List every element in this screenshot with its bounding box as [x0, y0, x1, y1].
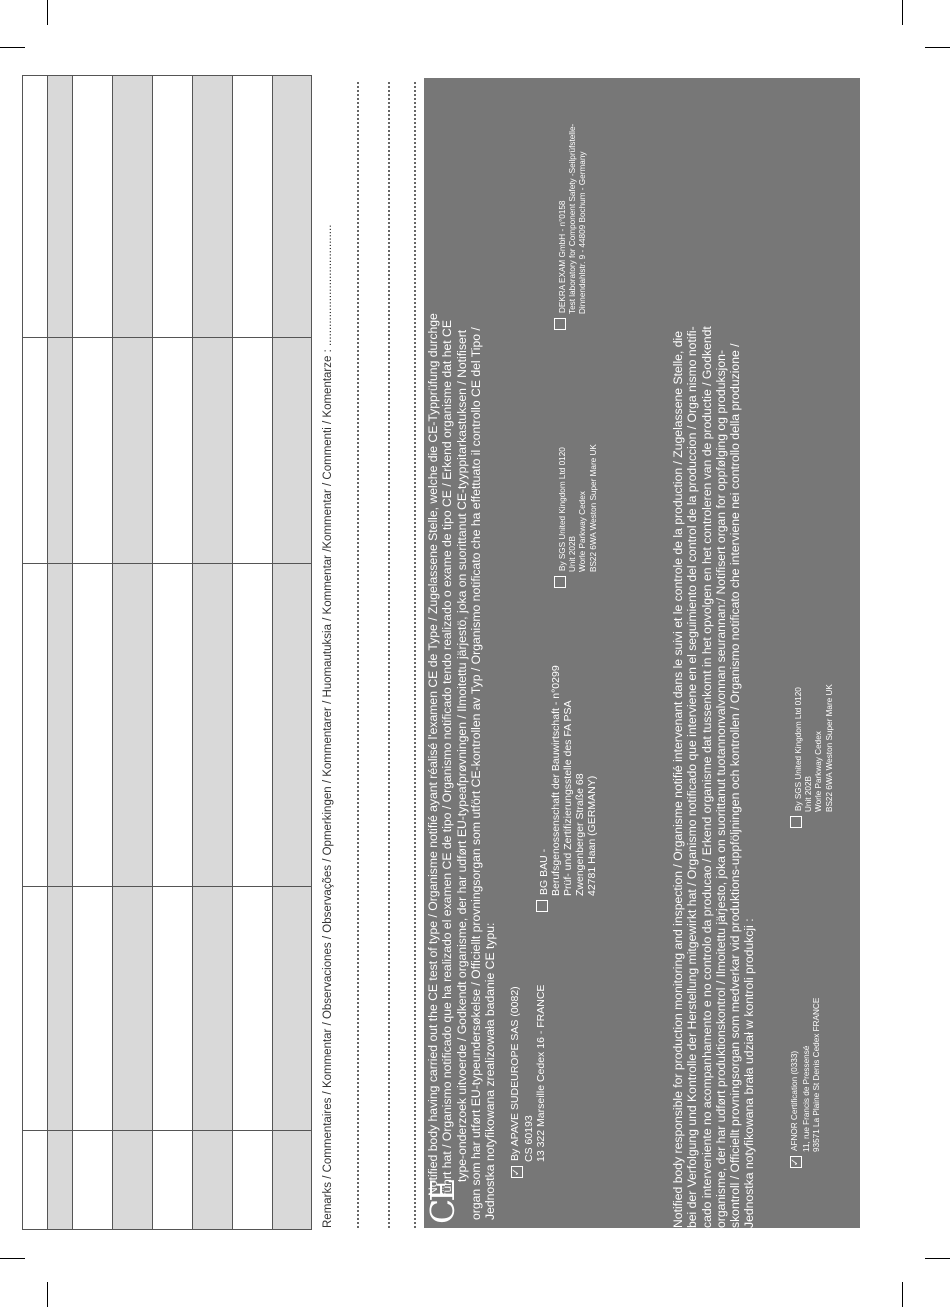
remarks-label: Remarks / Commentaires / Kommentar / Observaciones / Observações / Opmerkingen / Kommentarer / Huomautuksia / Kommentar /Kommentar / Commenti / Komentarze : ...................................... [322, 224, 334, 1228]
section2-line: organisme, der har udført produktionskontrol / Ilmoitettu järjesto, joka on suorittanut tuotannonvalvonnan seurannan:/ Notifisert organ for oppfølging og produksjon- [713, 350, 728, 1228]
notified-body-sgs-production [790, 684, 835, 828]
table-column [72, 75, 112, 1230]
section2-line: Jednostka notyfikowana brała udział w kontroli produkcji : [742, 918, 757, 1228]
body-line: By SGS United Kingdom Ltd 0120 [558, 447, 567, 571]
table-row-divider [22, 75, 312, 76]
body-line: 93571 La Plaine St Denis Cedex FRANCE [812, 997, 822, 1152]
crop-mark [0, 1258, 25, 1259]
section1-text [426, 313, 497, 1220]
body-line: Worle Parkway Cedex [578, 491, 588, 572]
remarks-dotted-line [357, 82, 359, 1228]
body-line: By APAVE SUDEUROPE SAS (0082) [509, 986, 521, 1161]
body-line: Zwengenberger Straße 68 [574, 773, 586, 896]
crop-mark [925, 1258, 950, 1259]
section2-line: Notified body responsible for production monitoring and inspection / Organisme notifié intervenant dans le suivi et le controle de la production / Zugelassene Stelle, die [671, 331, 685, 1228]
section2-line: bei der Verfolgung und Kontrolle der Herstellung mitgewirkt hat / Organismo notificado que interviene en el seguimiento del control de la produccion / Orga nismo notifi- [685, 326, 700, 1228]
remarks-dotted-line [414, 82, 416, 1228]
body-line: AFNOR Certification (0333) [790, 1050, 799, 1151]
ce-mark: CE [423, 1180, 462, 1224]
section2-text [671, 326, 757, 1228]
body-line: Test laboratory for Component Safety -Seilprüfstelle- [568, 123, 578, 314]
checkbox-unchecked[interactable] [790, 816, 802, 828]
body-line: Dinnendahlstr. 9 - 44809 Bochum - Germany [578, 151, 588, 314]
body-line: BG BAU - [538, 848, 550, 895]
section1-line: Notified body having carried out the CE test of type / Organisme notifié ayant réalisé l'examen CE de Type / Zugelassene Stelle, welche die CE-Typprüfung durchge [426, 313, 440, 1196]
body-line: Worle Parkway Cedex [814, 731, 824, 812]
checkbox-unchecked[interactable] [536, 900, 548, 912]
body-line: DEKRA EXAM GmbH - n°0158 [558, 200, 567, 313]
table-column [47, 75, 72, 1230]
table-column [192, 75, 232, 1230]
body-line: CS 60193 [523, 1115, 535, 1162]
notified-body-dekra [554, 124, 589, 330]
body-line: 11, rue Francis de Pressensé [802, 1045, 811, 1152]
table-column [232, 75, 272, 1230]
checkbox-unchecked[interactable] [554, 576, 566, 588]
crop-mark [902, 0, 903, 25]
checkbox-unchecked[interactable] [554, 318, 566, 330]
notified-body-panel [424, 78, 860, 1228]
crop-mark [47, 0, 48, 25]
table-row-divider [22, 1229, 312, 1230]
checkbox-checked[interactable]: ✓ [790, 1157, 801, 1167]
table-column [22, 75, 47, 1230]
section1-line: Jednostka notyfikowana zrealizowała badanie CE typu: [483, 922, 498, 1220]
table-row-divider [22, 1130, 312, 1131]
body-line: Unit 202B [568, 536, 578, 572]
table-row-divider [22, 886, 312, 887]
body-line: Prüf- und Zertifizierungsstelle des FA PSA [562, 700, 574, 896]
body-line: 13 322 Marseille Cedex 16 - FRANCE [535, 984, 547, 1162]
crop-mark [925, 47, 950, 48]
body-line: BS22 6WA Weston Super Mare UK [824, 684, 834, 812]
table-column [272, 75, 312, 1230]
table-row-divider [22, 563, 312, 564]
body-line: Unit 202B [804, 776, 814, 812]
checkbox-checked[interactable]: ✓ [511, 1167, 522, 1177]
notified-body-sgs [554, 444, 599, 588]
body-line: 42781 Haan (GERMANY) [586, 775, 598, 896]
body-line: Berufsgenossenschaft der Bauwirtschaft - n°0299 [550, 665, 562, 896]
notified-body-afnor [790, 998, 822, 1168]
crop-mark [47, 1282, 48, 1307]
section2-line: skontroll / Officiellt provningsorgan som medverkar vid produktions-uppföljningen och kontrollen / Organismo notificato che interviene nei controllo della produzione / [728, 343, 743, 1228]
record-table [22, 75, 312, 1230]
notified-body-bg-bau [536, 665, 598, 912]
body-line: By SGS United Kingdom Ltd 0120 [794, 687, 803, 811]
body-line: BS22 6WA Weston Super Mare UK [588, 444, 598, 572]
remarks-dotted-line [388, 82, 390, 1228]
section1-line: führt hat / Organismo notificado que ha realizado el examen CE de tipo / Organismo notificado tendo realizado o exame de tipo CE / Erkend organisme dat het CE [440, 320, 455, 1196]
crop-mark [902, 1282, 903, 1307]
section1-line: type-onderzoek uitvoerde / Godkendt organisme, der har udført EU-typeafprøvningen / Ilmoitettu järjestö, joka on suorittanut CE-tyyppitarkastuksen / Notifisert [454, 329, 469, 1182]
table-column [152, 75, 192, 1230]
crop-mark [0, 47, 25, 48]
section1-line: organ som har utført EU-typeundersøkelse / Officiellt provningsorgan som utfört CE-kontrollen av Typ / Organismo notificato che ha effettuato il controllo CE del Tipo / [468, 327, 483, 1220]
table-row-divider [22, 337, 312, 338]
notified-body-apave [509, 985, 547, 1178]
table-column [112, 75, 152, 1230]
section2-line: cado interveniente no acompanhamento e no controlo da producao / Erkend organisme dat tussenkomt in het opvolgen en het controleren van de productie / Godkendt [699, 326, 714, 1228]
